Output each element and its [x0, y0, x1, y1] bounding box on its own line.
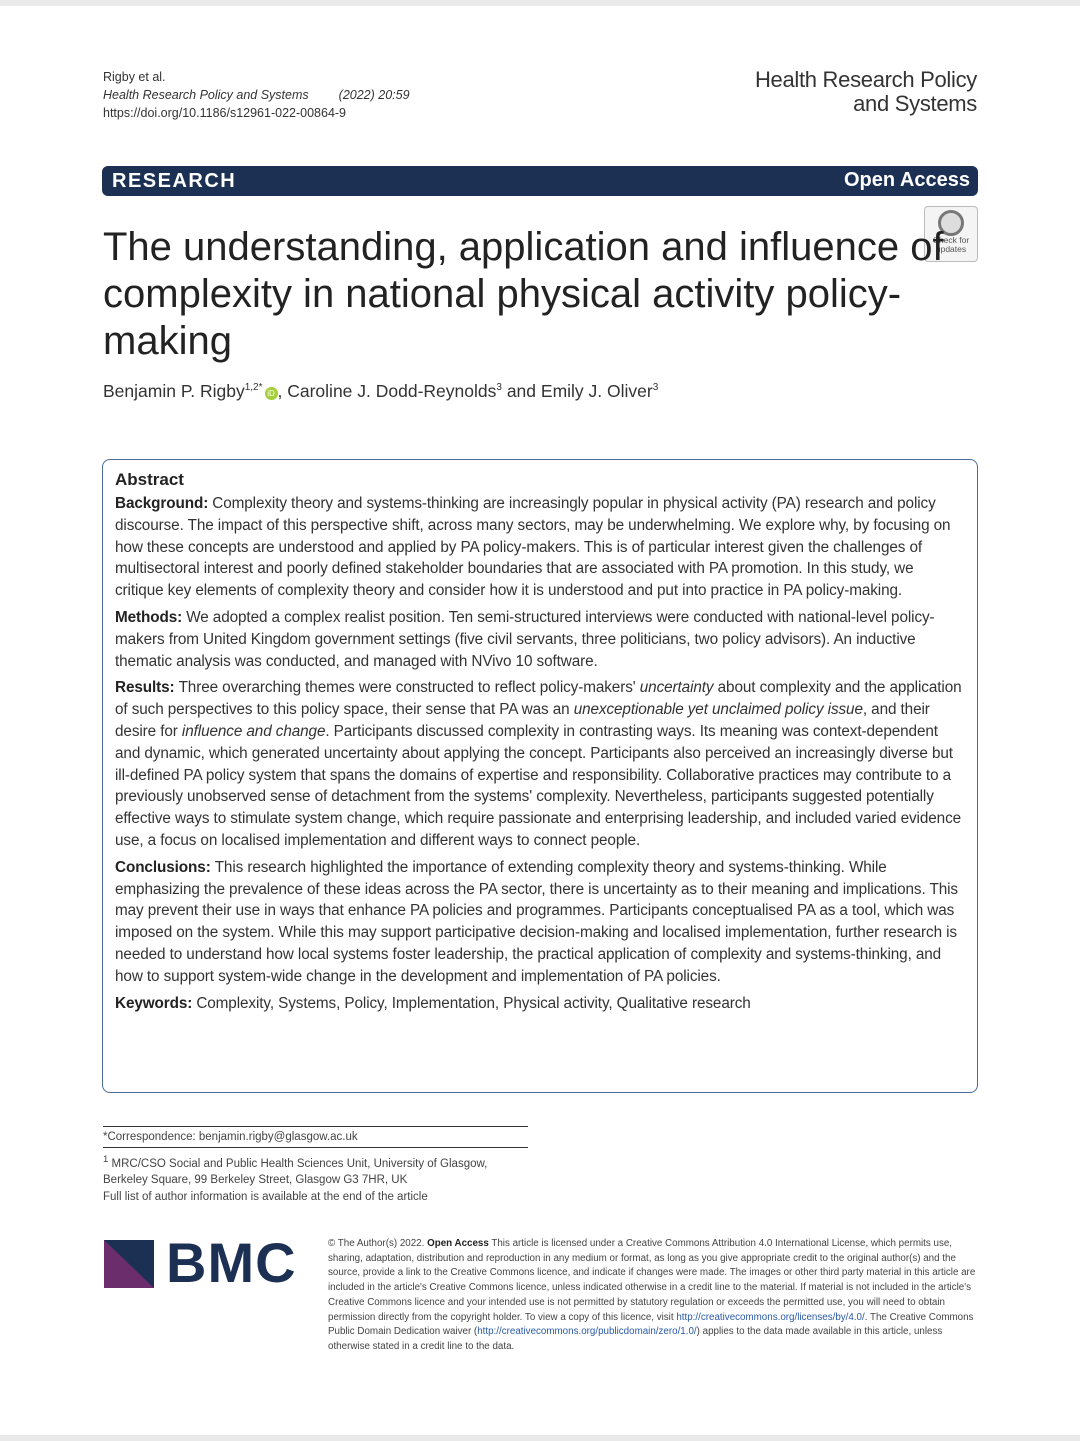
check-for-updates-button[interactable]: Check for updates: [924, 206, 978, 262]
author-short: Rigby et al.: [103, 70, 166, 84]
abstract-conclusions: Conclusions: This research highlighted the importance of extending complexity theory and systems-thinking. While emphasizing the prevalence of these ideas across the PA sector, there is uncertainty as to their meaning and implications. This may prevent their use in ways that enhance PA policies and programmes. Participants conceptualised PA as a tool, which was imposed on the system. While this may support participative decision-making and localised implementation, further research is needed to understand how local systems foster leadership, the practical application of complexity and systems-thinking, and how to support system-wide change in the development and implementation of PA policies.: [115, 858, 958, 985]
open-access-label: Open Access: [844, 169, 970, 191]
author-list: Benjamin P. Rigby$^{1,2*}$iD , Caroline J. Dodd-Reynolds$^3$ and Emily J. Oliver$^3$: [103, 381, 659, 401]
cc-by-link[interactable]: http://creativecommons.org/licenses/by/4.0/: [676, 1311, 865, 1323]
footnotes: [103, 1126, 528, 1205]
abstract-background: Background: Complexity theory and systems-thinking are increasingly popular in physical activity (PA) research and policy discourse. The impact of this perspective shift, across many sectors, may be underwhelming. We explore why, by focusing on how these concepts are understood and applied by PA policy-makers. This is of particular interest given the challenges of multisectoral interest and poorly defined stakeholder boundaries that are associated with PA promotion. In this study, we critique key elements of complexity theory and consider how it is understood and put into practice in PA policy-making.: [115, 495, 951, 600]
abstract-box: [102, 459, 978, 1093]
bmc-logo: [104, 1231, 304, 1294]
article-meta: [103, 68, 410, 122]
abstract-keywords: Keywords: Complexity, Systems, Policy, Implementation, Physical activity, Qualitative research: [115, 994, 751, 1012]
abstract-heading: Abstract: [115, 470, 184, 489]
doi-link[interactable]: https://doi.org/10.1186/s12961-022-00864-9: [103, 106, 347, 120]
section-label: RESEARCH: [112, 170, 237, 192]
bmc-logo-icon: [104, 1240, 154, 1288]
bmc-logo-text: BMC: [166, 1231, 297, 1294]
journal-citation: Health Research Policy and Systems: [103, 88, 309, 102]
author-name: Benjamin P. Rigby: [103, 381, 245, 401]
author-name: Caroline J. Dodd-Reynolds: [287, 381, 497, 401]
cc-zero-link[interactable]: http://creativecommons.org/publicdomain/zero/1.0/: [477, 1326, 697, 1338]
author-name: Emily J. Oliver: [540, 381, 653, 401]
orcid-icon[interactable]: iD: [265, 387, 278, 400]
author-info-note: Full list of author information is available at the end of the article: [103, 1190, 428, 1203]
affiliation: $^1$ MRC/CSO Social and Public Health Sciences Unit, University of Glasgow, Berkeley Square, 99 Berkeley Street, Glasgow G3 7HR, UK Full list of author information is available at the end of the article: [103, 1147, 528, 1205]
article-title: The understanding, application and influence of complexity in national physical activity policy-making: [103, 225, 944, 363]
year-volume: (2022) 20:59: [338, 88, 410, 102]
abstract-results: Results: Three overarching themes were constructed to reflect policy-makers' uncertainty about complexity and the application of such perspectives to this policy space, their sense that PA was an unexceptionable yet unclaimed policy issue, and their desire for influence and change. Participants discussed complexity in contrasting ways. Its meaning was context-dependent and dynamic, which generated uncertainty about applying the concept. Participants also perceived an increasingly diverse but ill-defined PA policy system that spans the domains of expertise and responsibility. Collaborative practices may contribute to a previously unobserved sense of detachment from the systems' complexity. Nevertheless, participants suggested potentially effective ways to stimulate system change, which require passionate and enterprising leadership, and included varied evidence use, a focus on localised implementation and different ways to connect people.: [115, 679, 962, 849]
section-banner: [102, 166, 978, 196]
article-page: [0, 6, 1080, 1435]
correspondence[interactable]: *Correspondence: benjamin.rigby@glasgow.ac.uk: [103, 1131, 358, 1143]
license-statement: © The Author(s) 2022. Open Access This article is licensed under a Creative Commons Attribution 4.0 International License, which permits use, sharing, adaptation, distribution and reproduction in any medium or format, as long as you give appropriate credit to the original author(s) and the source, provide a link to the Creative Commons licence, and indicate if changes were made. The images or other third party material in this article are included in the article's Creative Commons licence, unless indicated otherwise in a credit line to the material. If material is not included in the article's Creative Commons licence and your intended use is not permitted by statutory regulation or exceeds the permitted use, you will need to obtain permission directly from the copyright holder. To view a copy of this licence, visit http://creativecommons.org/licenses/by/4.0/. The Creative Commons Public Domain Dedication waiver (http://creativecommons.org/publicdomain/zero/1.0/) applies to the data made available in this article, unless otherwise stated in a credit line to the data.: [328, 1238, 976, 1352]
abstract-methods: Methods: We adopted a complex realist position. Ten semi-structured interviews were conducted with national-level policy-makers from United Kingdom government settings (five civil servants, three politicians, two policy advisors). An inductive thematic analysis was conducted, and managed with NVivo 10 software.: [115, 608, 935, 670]
journal-name: Health Research Policy and Systems: [754, 67, 977, 116]
